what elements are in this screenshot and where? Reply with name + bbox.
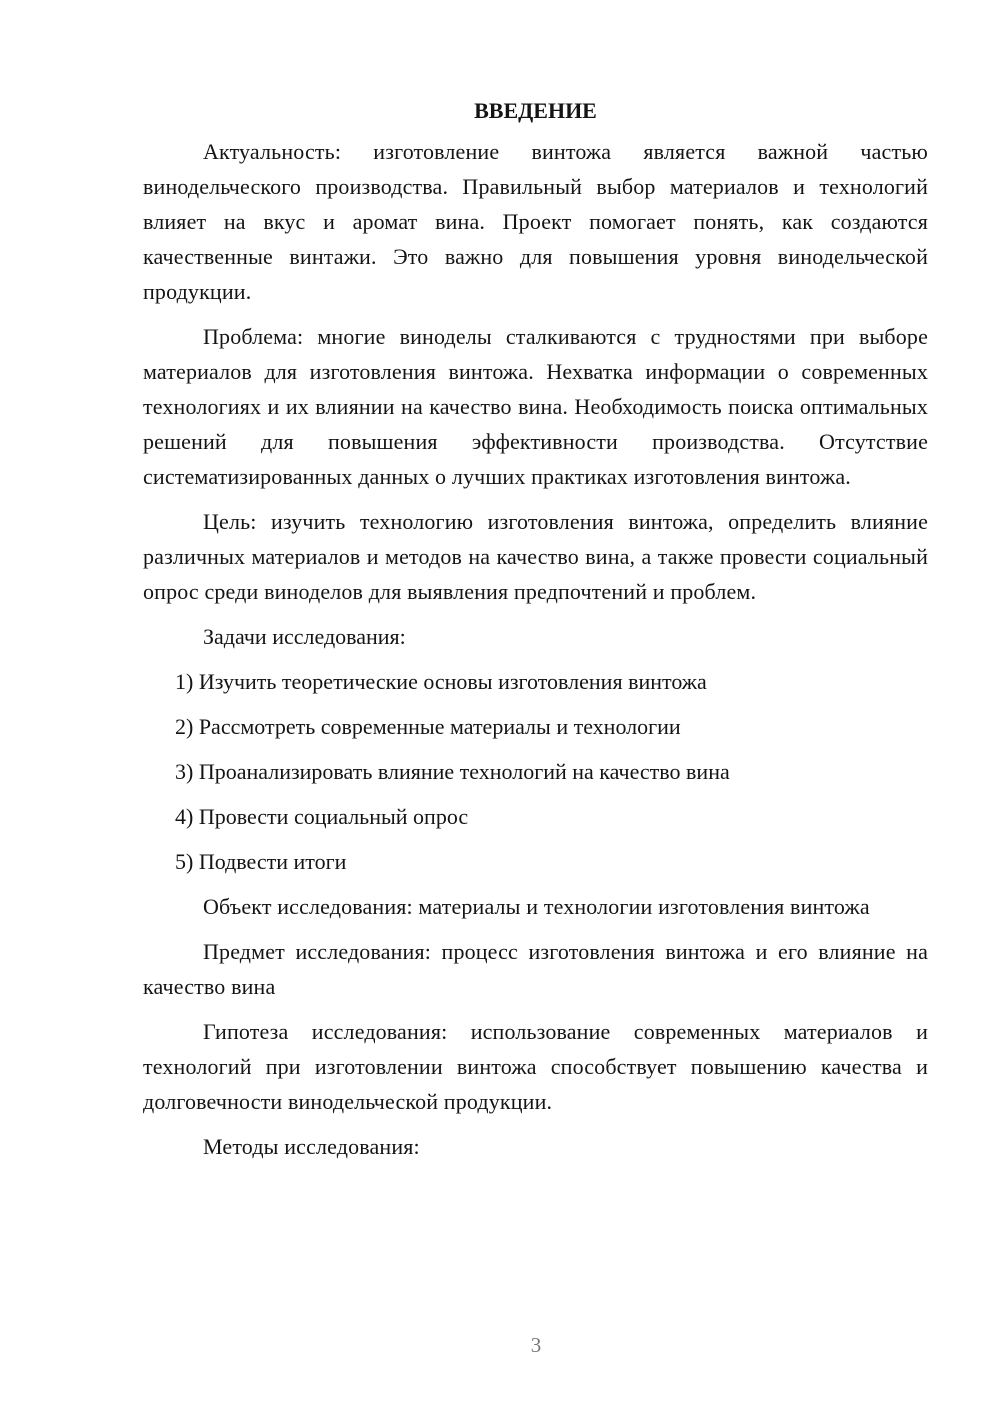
task-item: 4) Провести социальный опрос — [175, 804, 469, 829]
page-title: ВВЕДЕНИЕ — [474, 98, 597, 123]
paragraph-object: Объект исследования: материалы и технологии изготовления винтожа — [203, 894, 870, 919]
task-item: 1) Изучить теоретические основы изготовления винтожа — [175, 669, 707, 694]
paragraph-problem: Проблема: многие виноделы сталкиваются с трудностями при выборе материалов для изготовления винтожа. Нехватка информации о современных технологиях и их влиянии на качество вина. Необходимость поиска оптимальных решений для повышения эффективности производства. Отсутствие систематизированных данных о лучших практиках изготовления винтожа. — [143, 324, 928, 489]
task-item: 3) Проанализировать влияние технологий на качество вина — [175, 759, 730, 784]
page-number: 3 — [530, 1333, 542, 1357]
paragraph-subject: Предмет исследования: процесс изготовления винтожа и его влияние на качество вина — [143, 939, 928, 999]
paragraph-relevance: Актуальность: изготовление винтожа является важной частью винодельческого производства. Правильный выбор материалов и технологий влияет на вкус и аромат вина. Проект помогает понять, как создаются качественные винтажи. Это важно для повышения уровня винодельческой продукции. — [143, 139, 928, 304]
task-item: 2) Рассмотреть современные материалы и технологии — [175, 714, 681, 739]
tasks-label: Задачи исследования: — [203, 624, 406, 649]
task-list — [143, 664, 928, 879]
paragraph-methods: Методы исследования: — [203, 1134, 420, 1159]
page-content — [143, 93, 928, 1174]
paragraph-hypothesis: Гипотеза исследования: использование современных материалов и технологий при изготовлении винтожа способствует повышению качества и долговечности винодельческой продукции. — [143, 1019, 928, 1114]
task-item: 5) Подвести итоги — [175, 849, 347, 874]
paragraph-goal: Цель: изучить технологию изготовления винтожа, определить влияние различных материалов и методов на качество вина, а также провести социальный опрос среди виноделов для выявления предпочтений и проблем. — [143, 509, 928, 604]
